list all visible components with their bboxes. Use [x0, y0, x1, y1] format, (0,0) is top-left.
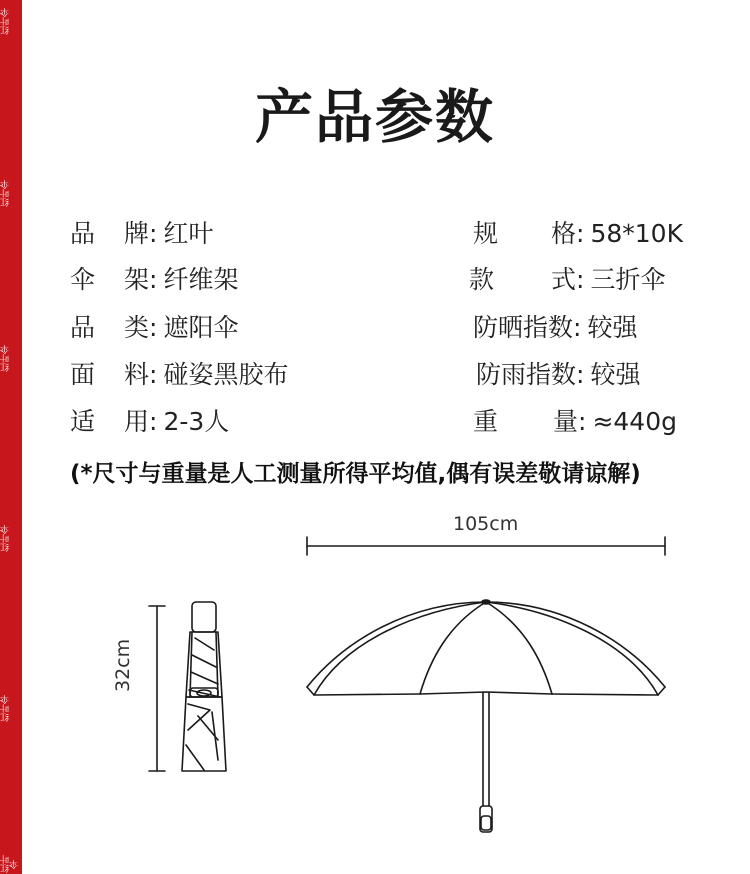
folded-umbrella-icon — [182, 602, 226, 771]
side-brand-mark: 红叶伞 — [1, 695, 11, 722]
side-brand-mark: 红叶伞 — [1, 525, 11, 552]
spec-separator: : — [149, 219, 158, 248]
spec-value: ≈440g — [592, 407, 677, 436]
spec-label: 防雨指数 — [476, 360, 577, 389]
spec-separator: : — [149, 407, 158, 436]
spec-label-char: 适 — [70, 407, 96, 436]
spec-label-char: 重 — [473, 407, 499, 436]
spec-separator: : — [149, 265, 158, 294]
side-brand-mark: 红叶伞 — [1, 855, 20, 874]
spec-label-char: 面 — [70, 360, 96, 389]
spec-value: 红叶 — [163, 219, 214, 248]
spec-label-char: 规 — [473, 219, 499, 248]
spec-label-char: 架 — [124, 265, 150, 294]
spec-value: 三折伞 — [590, 265, 666, 294]
spec-separator: : — [573, 313, 582, 342]
length-dimension-line — [149, 606, 165, 771]
spec-separator: : — [576, 360, 585, 389]
length-dimension-label: 32cm — [112, 638, 134, 692]
side-brand-mark: 红叶伞 — [1, 345, 11, 372]
side-brand-mark: 红叶伞 — [1, 180, 11, 207]
spec-label-char: 式 — [551, 265, 577, 294]
width-dimension-line — [307, 537, 665, 555]
spec-label-char: 品 — [70, 313, 96, 342]
spec-separator: : — [576, 265, 585, 294]
spec-separator: : — [576, 219, 585, 248]
spec-value: 碰姿黑胶布 — [163, 360, 289, 389]
spec-label-char: 款 — [469, 265, 495, 294]
spec-separator: : — [578, 407, 587, 436]
spec-value: 纤维架 — [163, 265, 239, 294]
spec-label-char: 牌 — [124, 219, 150, 248]
spec-label-char: 料 — [124, 360, 150, 389]
spec-value: 58*10K — [590, 219, 683, 248]
spec-label-char: 品 — [70, 219, 96, 248]
spec-label-char: 量 — [553, 407, 579, 436]
spec-separator: : — [149, 313, 158, 342]
spec-value: 遮阳伞 — [163, 313, 239, 342]
side-brand-mark: 红叶伞 — [1, 8, 11, 35]
spec-value: 2-3人 — [163, 407, 230, 436]
open-umbrella-icon — [307, 600, 665, 832]
spec-label-char: 格 — [551, 219, 577, 248]
page-title: 产品参数 — [254, 83, 495, 151]
spec-label-char: 用 — [124, 407, 150, 436]
spec-value: 较强 — [590, 360, 641, 389]
spec-label-char: 伞 — [70, 265, 96, 294]
width-dimension-label: 105cm — [453, 513, 519, 535]
spec-value: 较强 — [587, 313, 638, 342]
spec-label-char: 类 — [124, 313, 150, 342]
measurement-note: (*尺寸与重量是人工测量所得平均值,偶有误差敬请谅解) — [70, 461, 641, 487]
spec-separator: : — [149, 360, 158, 389]
spec-label: 防晒指数 — [473, 313, 574, 342]
